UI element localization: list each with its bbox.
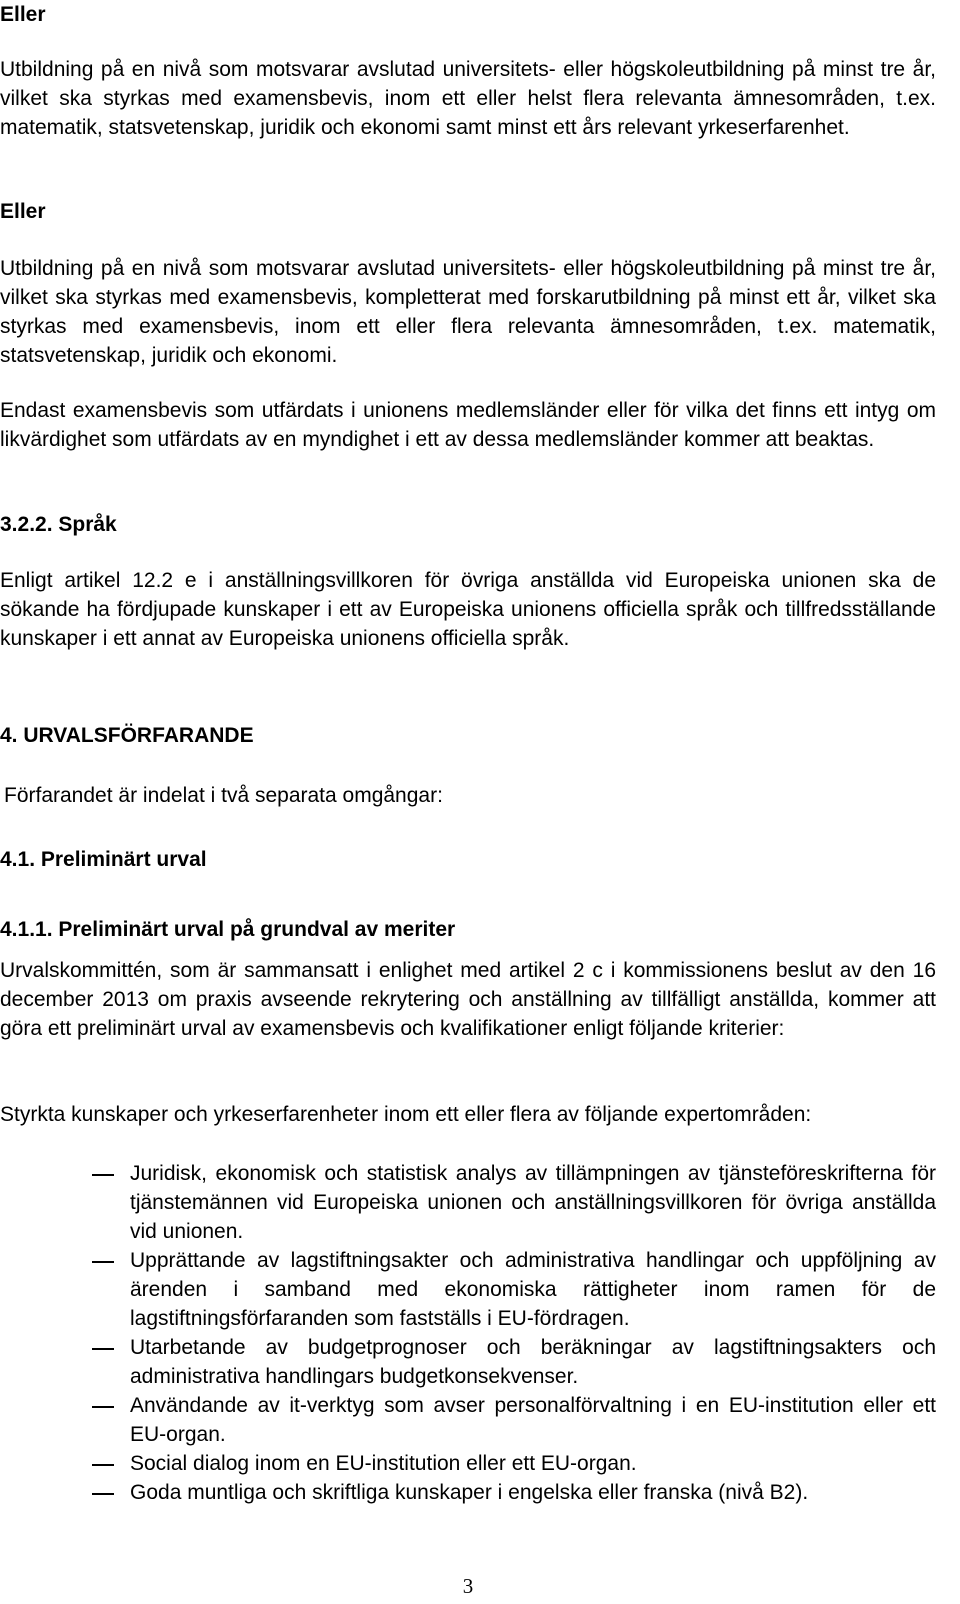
list-item xyxy=(0,1449,936,1478)
list-item xyxy=(0,1478,936,1507)
list-item-text: Upprättande av lagstiftningsakter och administrativa handlingar och uppföljning av ärenden i samband med ekonomiska rättigheter inom ramen för de lagstiftningsförfaranden som fastställs i EU-fördragen. xyxy=(130,1249,936,1330)
list-item xyxy=(0,1333,936,1391)
paragraph-language-requirement: Enligt artikel 12.2 e i anställningsvillkoren för övriga anställda vid Europeiska unionen ska de sökande ha fördjupade kunskaper i ett av Europeiska unionens officiella språk och tillfredsställande kunskaper i ett annat av Europeiska unionens officiella språk. xyxy=(0,569,936,650)
heading-section-4-1: 4.1. Preliminärt urval xyxy=(0,848,207,871)
list-item xyxy=(0,1159,936,1246)
paragraph-selection-committee: Urvalskommittén, som är sammansatt i enlighet med artikel 2 c i kommissionens beslut av den 16 december 2013 om praxis avseende rekrytering och anställning av tillfälligt anställda, kommer att göra ett preliminärt urval av examensbevis och kvalifikationer enligt följande kriterier: xyxy=(0,959,936,1040)
heading-eller-1: Eller xyxy=(0,3,46,26)
list-item xyxy=(0,1246,936,1333)
list-item-text: Social dialog inom en EU-institution eller ett EU-organ. xyxy=(130,1452,637,1475)
list-item-text: Utarbetande av budgetprognoser och beräkningar av lagstiftningsakters och administrativa handlingars budgetkonsekvenser. xyxy=(130,1336,936,1388)
heading-section-4-1-1: 4.1.1. Preliminärt urval på grundval av meriter xyxy=(0,918,456,941)
paragraph-procedure-intro: Förfarandet är indelat i två separata omgångar: xyxy=(4,784,443,807)
list-item-text: Goda muntliga och skriftliga kunskaper i engelska eller franska (nivå B2). xyxy=(130,1481,809,1504)
paragraph-education-requirement-1: Utbildning på en nivå som motsvarar avslutad universitets- eller högskoleutbildning på minst tre år, vilket ska styrkas med examensbevis, inom ett eller helst flera relevanta ämnesområden, t.ex. matematik, statsvetenskap, juridik och ekonomi samt minst ett års relevant yrkeserfarenhet. xyxy=(0,58,936,139)
heading-section-3-2-2: 3.2.2. Språk xyxy=(0,513,117,536)
paragraph-expertise-intro: Styrkta kunskaper och yrkeserfarenheter inom ett eller flera av följande expertområden: xyxy=(0,1103,812,1126)
expertise-list xyxy=(0,1159,936,1507)
list-item xyxy=(0,1391,936,1449)
heading-section-4: 4. URVALSFÖRFARANDE xyxy=(0,724,254,747)
list-item-text: Användande av it-verktyg som avser personalförvaltning i en EU-institution eller ett EU-organ. xyxy=(130,1394,936,1446)
page-number: 3 xyxy=(462,1574,474,1598)
list-item-text: Juridisk, ekonomisk och statistisk analys av tillämpningen av tjänsteföreskrifterna för tjänstemännen vid Europeiska unionen och anställningsvillkoren för övriga anställda vid unionen. xyxy=(130,1162,936,1243)
paragraph-education-requirement-2: Utbildning på en nivå som motsvarar avslutad universitets- eller högskoleutbildning på minst tre år, vilket ska styrkas med examensbevis, kompletterat med forskarutbildning på minst ett år, vilket ska styrkas med examensbevis, inom ett eller flera relevanta ämnesområden, t.ex. matematik, statsvetenskap, juridik och ekonomi. xyxy=(0,257,936,367)
paragraph-diploma-recognition: Endast examensbevis som utfärdats i unionens medlemsländer eller för vilka det finns ett intyg om likvärdighet som utfärdats av en myndighet i ett av dessa medlemsländer kommer att beaktas. xyxy=(0,399,936,451)
heading-eller-2: Eller xyxy=(0,200,46,223)
